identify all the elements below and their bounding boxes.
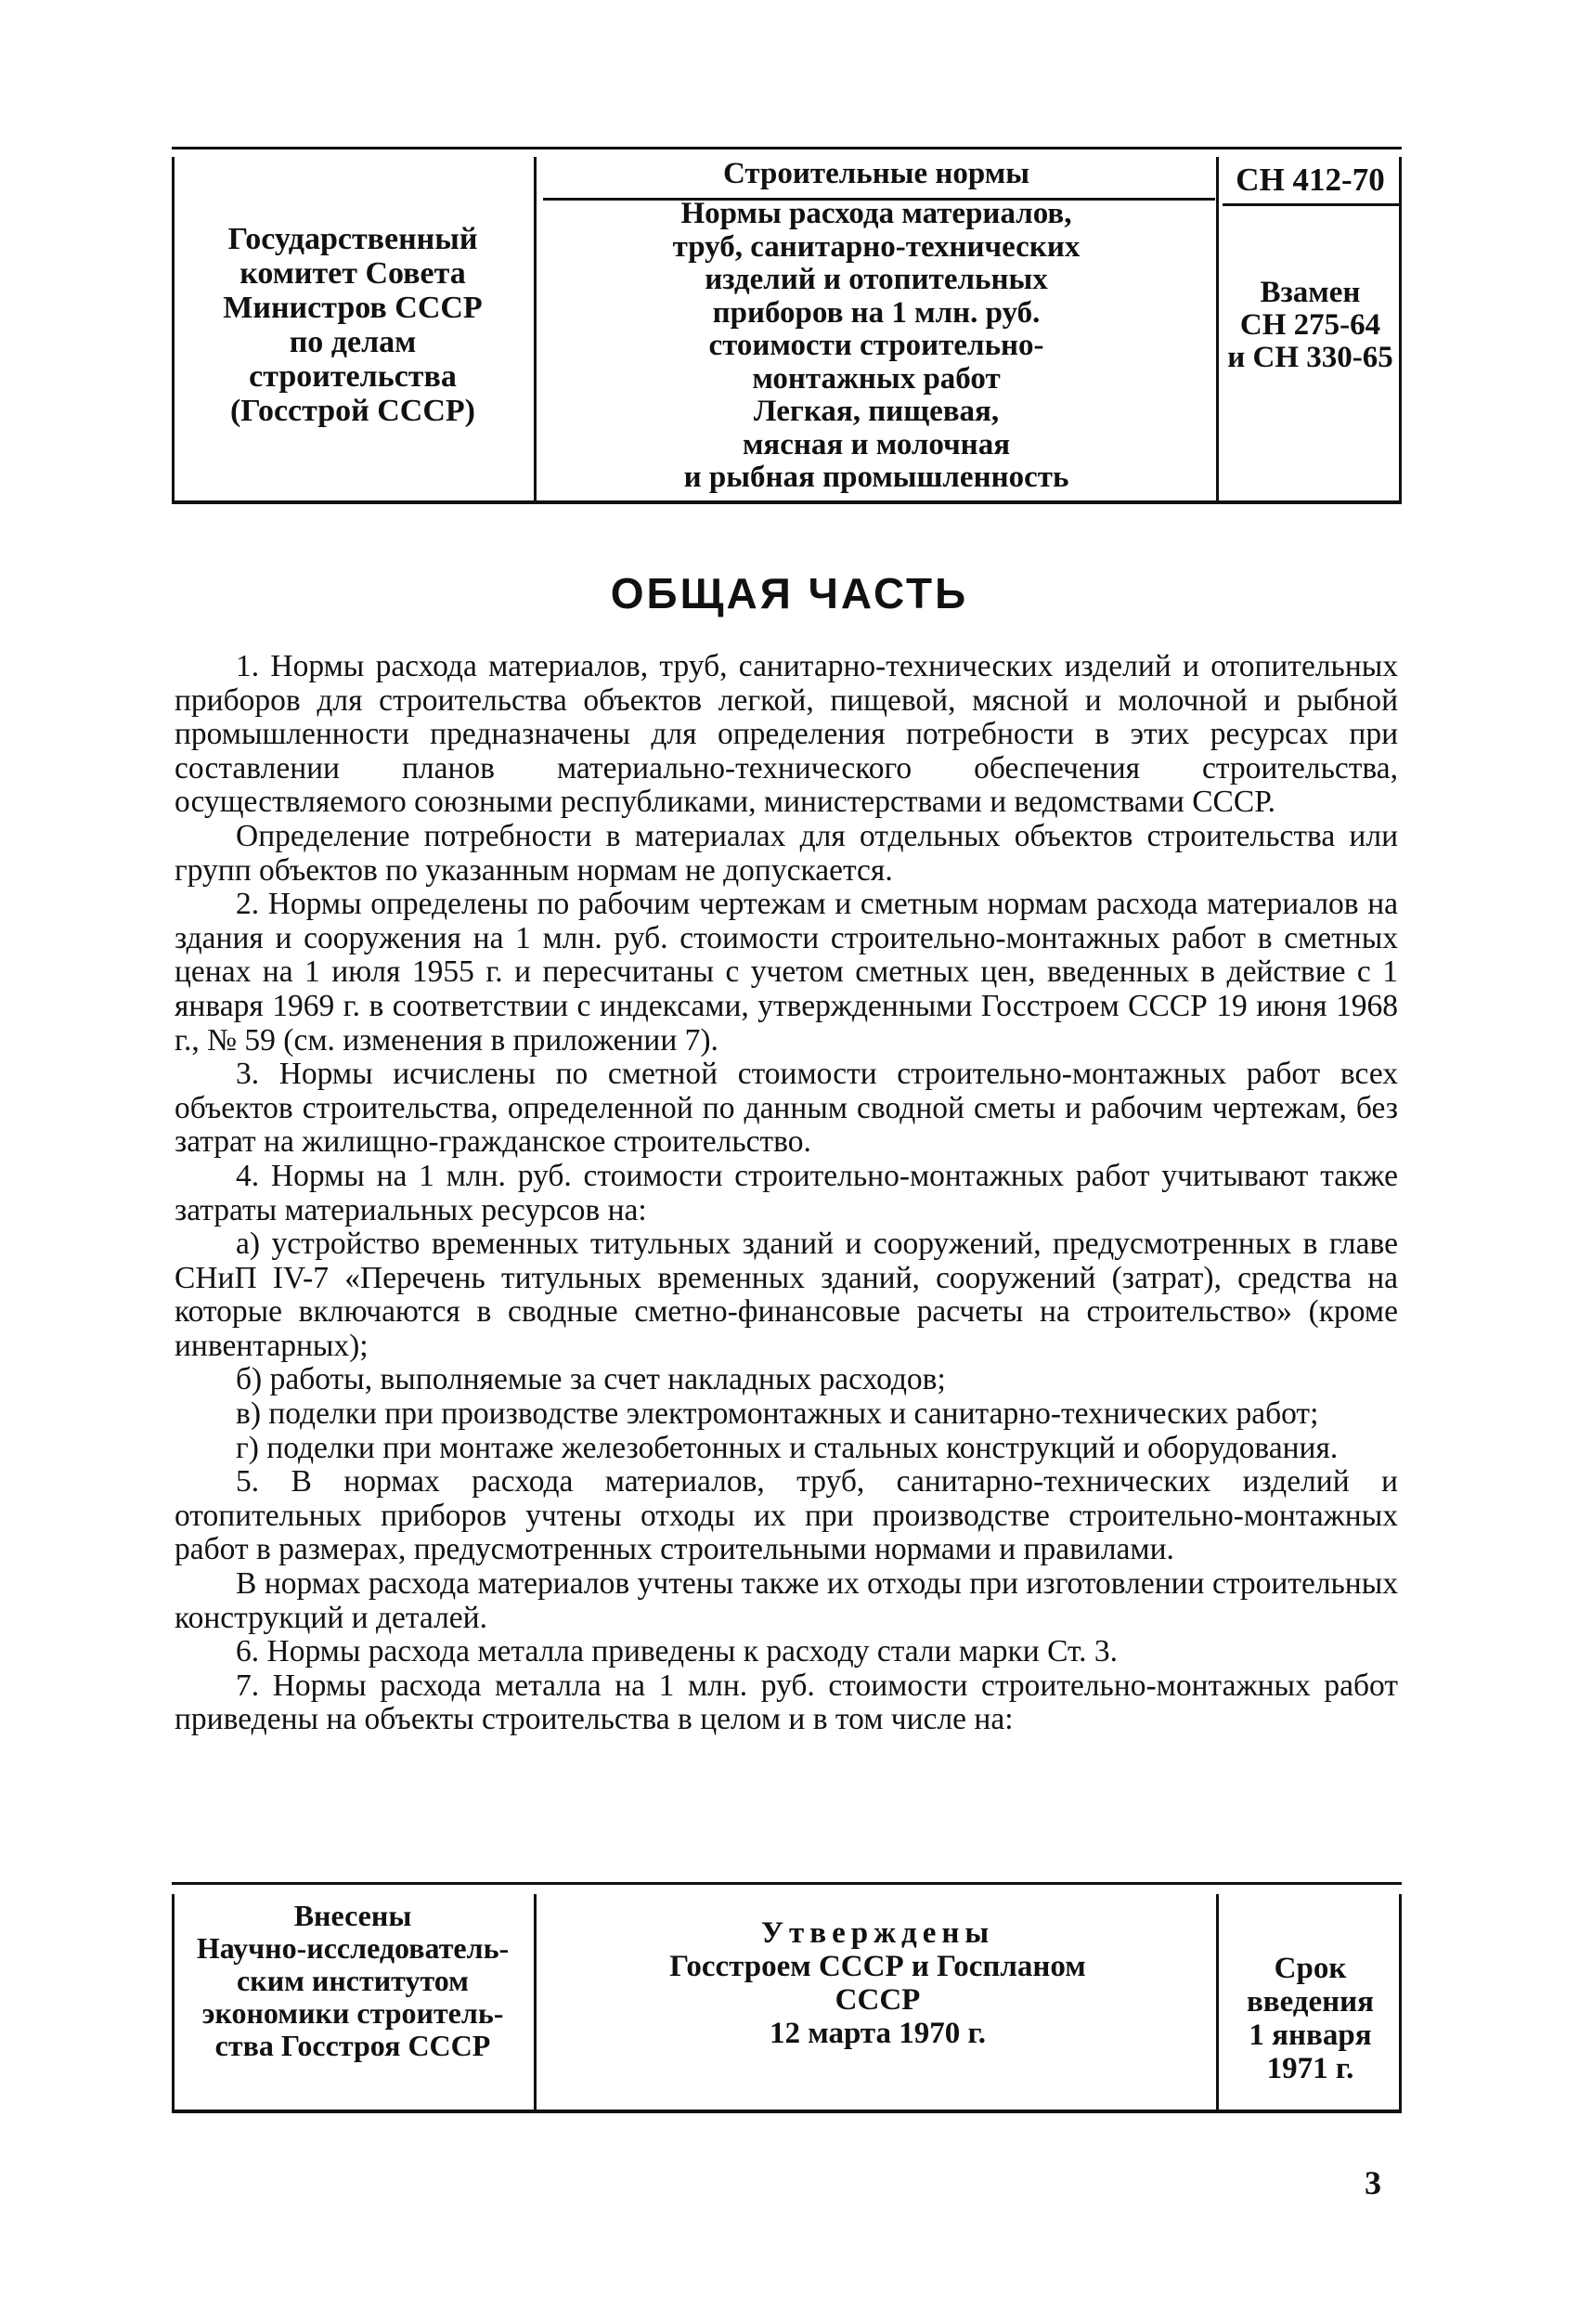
- paragraph: 1. Нормы расхода материалов, труб, санитарно-технических изделий и отопительных приборов для строительства объектов легкой, пищевой, мясной и молочной и рыбной промышленности предназначены для определения потребности в этих ресурсах при составлении планов материально-технического обеспечения строительства, осуществляемого союзными республиками, министерствами и ведомствами СССР.: [175, 649, 1398, 820]
- norm-title: Нормы расхода материалов, труб, санитарно-технических изделий и отопительных приборов на 1 млн. руб. стоимости строительно- монтажных работ Легкая, пищевая, мясная и молочная и рыбная промышленность: [672, 197, 1081, 494]
- submitted-by: Внесены Научно-исследователь- ским институтом экономики строитель- ства Госстроя СССР: [196, 1899, 510, 2062]
- effective-date: Срок введения 1 января 1971 г.: [1246, 1952, 1375, 2085]
- paragraph: 5. В нормах расхода материалов, труб, санитарно-технических изделий и отопительных приборов учтены отходы их при производстве строительно-монтажных работ в размерах, предусмотренных строительными нормами и правилами.: [175, 1464, 1398, 1567]
- issuer-block: Государственный комитет Совета Министров СССР по делам строительства (Госстрой СССР): [223, 222, 483, 428]
- paragraph: 3. Нормы исчислены по сметной стоимости строительно-монтажных работ всех объектов строительства, определенной по данным сводной сметы и рабочим чертежам, без затрат на жилищно-гражданское строительство.: [175, 1057, 1398, 1160]
- norm-code: СН 412-70: [1236, 162, 1385, 198]
- body-text: [175, 650, 1398, 1737]
- paragraph: 4. Нормы на 1 млн. руб. стоимости строительно-монтажных работ учитывают также затраты материальных ресурсов на:: [175, 1158, 1398, 1227]
- section-title: ОБЩАЯ ЧАСТЬ: [610, 569, 969, 617]
- paragraph: б) работы, выполняемые за счет накладных расходов;: [236, 1362, 946, 1397]
- category-label: Строительные нормы: [723, 157, 1029, 190]
- paragraph: 6. Нормы расхода металла приведены к расходу стали марки Ст. 3.: [236, 1634, 1118, 1669]
- replaces-block: Взамен СН 275-64 и СН 330-65: [1227, 276, 1393, 374]
- paragraph: В нормах расхода материалов учтены также их отходы при изготовлении строительных конструкций и деталей.: [175, 1566, 1398, 1635]
- paragraph: Определение потребности в материалах для отдельных объектов строительства или групп объектов по указанным нормам не допускается.: [175, 818, 1398, 888]
- paragraph: 2. Нормы определены по рабочим чертежам и сметным нормам расхода материалов на здания и сооружения на 1 млн. руб. стоимости строительно-монтажных работ в сметных ценах на 1 июля 1955 г. и пересчитаны с учетом сметных цен, введенных в действие с 1 января 1969 г. в соответствии с индексами, утвержденными Госстроем СССР 19 июня 1968 г., № 59 (см. изменения в приложении 7).: [175, 887, 1398, 1058]
- paragraph: 7. Нормы расхода металла на 1 млн. руб. стоимости строительно-монтажных работ приведены на объекты строительства в целом и в том числе на:: [175, 1668, 1398, 1737]
- page-number: 3: [1365, 2164, 1381, 2201]
- header-table: [172, 147, 1402, 504]
- paragraph: а) устройство временных титульных зданий и сооружений, предусмотренных в главе СНиП IV-7 «Перечень титульных временных зданий, сооружений (затрат), средства на которые включаются в сводные сметно-финансовые расчеты на строительство» (кроме инвентарных);: [175, 1227, 1398, 1363]
- approved-by: Утверждены Госстроем СССР и Госпланом СССР 12 марта 1970 г.: [669, 1916, 1086, 2050]
- divider: [1223, 203, 1399, 206]
- paragraph: г) поделки при монтаже железобетонных и стальных конструкций и оборудования.: [236, 1430, 1339, 1465]
- footer-table: [172, 1882, 1402, 2113]
- paragraph: в) поделки при производстве электромонтажных и санитарно-технических работ;: [236, 1396, 1319, 1432]
